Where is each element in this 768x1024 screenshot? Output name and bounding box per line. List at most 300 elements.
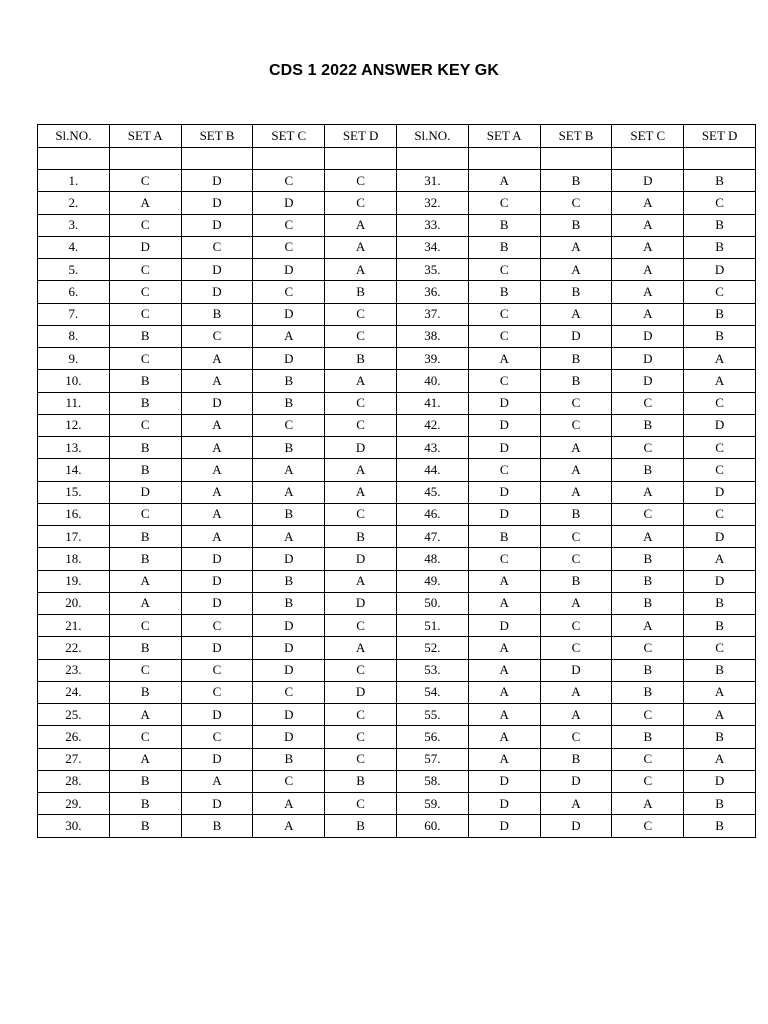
serial-number-cell: 4. — [38, 236, 110, 258]
answer-cell: C — [181, 325, 253, 347]
answer-cell: B — [684, 615, 756, 637]
answer-cell: C — [468, 325, 540, 347]
answer-cell: B — [612, 548, 684, 570]
answer-cell: C — [109, 170, 181, 192]
answer-cell: C — [253, 170, 325, 192]
answer-cell: B — [684, 659, 756, 681]
table-row — [38, 192, 756, 214]
answer-cell: C — [612, 770, 684, 792]
answer-cell: D — [181, 637, 253, 659]
blank-cell — [325, 148, 397, 170]
answer-cell: D — [181, 214, 253, 236]
answer-cell: C — [109, 259, 181, 281]
serial-number-cell: 24. — [38, 681, 110, 703]
answer-cell: C — [325, 392, 397, 414]
answer-cell: A — [253, 526, 325, 548]
table-row — [38, 281, 756, 303]
answer-cell: A — [540, 592, 612, 614]
serial-number-cell: 25. — [38, 704, 110, 726]
answer-cell: D — [253, 259, 325, 281]
answer-cell: B — [109, 437, 181, 459]
table-row — [38, 659, 756, 681]
answer-cell: D — [181, 748, 253, 770]
answer-cell: A — [181, 503, 253, 525]
answer-cell: A — [684, 681, 756, 703]
table-row — [38, 459, 756, 481]
answer-cell: B — [109, 770, 181, 792]
serial-number-cell: 6. — [38, 281, 110, 303]
answer-cell: C — [684, 281, 756, 303]
column-header: SET D — [325, 125, 397, 148]
answer-cell: B — [325, 526, 397, 548]
answer-cell: C — [253, 414, 325, 436]
answer-cell: C — [325, 325, 397, 347]
answer-cell: B — [109, 548, 181, 570]
answer-cell: B — [540, 214, 612, 236]
serial-number-cell: 56. — [396, 726, 468, 748]
answer-cell: C — [684, 459, 756, 481]
answer-cell: B — [468, 526, 540, 548]
answer-cell: C — [468, 192, 540, 214]
serial-number-cell: 53. — [396, 659, 468, 681]
answer-cell: C — [540, 615, 612, 637]
answer-cell: A — [181, 414, 253, 436]
answer-cell: C — [253, 281, 325, 303]
answer-cell: B — [109, 392, 181, 414]
answer-cell: D — [253, 726, 325, 748]
answer-cell: B — [612, 592, 684, 614]
table-row — [38, 236, 756, 258]
answer-cell: A — [612, 192, 684, 214]
answer-cell: A — [325, 570, 397, 592]
answer-cell: D — [253, 615, 325, 637]
answer-cell: B — [109, 815, 181, 837]
serial-number-cell: 43. — [396, 437, 468, 459]
answer-cell: C — [684, 192, 756, 214]
table-row — [38, 348, 756, 370]
answer-cell: A — [253, 793, 325, 815]
answer-cell: C — [612, 637, 684, 659]
answer-cell: D — [684, 414, 756, 436]
answer-cell: C — [109, 281, 181, 303]
answer-cell: C — [109, 615, 181, 637]
answer-cell: B — [540, 570, 612, 592]
answer-cell: A — [253, 815, 325, 837]
answer-cell: D — [468, 481, 540, 503]
serial-number-cell: 19. — [38, 570, 110, 592]
answer-cell: A — [468, 704, 540, 726]
serial-number-cell: 51. — [396, 615, 468, 637]
answer-cell: C — [468, 303, 540, 325]
answer-cell: D — [181, 548, 253, 570]
blank-cell — [396, 148, 468, 170]
table-row — [38, 392, 756, 414]
serial-number-cell: 27. — [38, 748, 110, 770]
answer-cell: A — [253, 481, 325, 503]
serial-number-cell: 18. — [38, 548, 110, 570]
serial-number-cell: 33. — [396, 214, 468, 236]
answer-cell: D — [325, 548, 397, 570]
answer-cell: B — [612, 681, 684, 703]
answer-cell: C — [540, 548, 612, 570]
serial-number-cell: 49. — [396, 570, 468, 592]
answer-cell: C — [109, 414, 181, 436]
answer-cell: A — [181, 526, 253, 548]
serial-number-cell: 2. — [38, 192, 110, 214]
serial-number-cell: 58. — [396, 770, 468, 792]
answer-cell: D — [468, 437, 540, 459]
serial-number-cell: 37. — [396, 303, 468, 325]
answer-cell: A — [253, 459, 325, 481]
answer-cell: A — [612, 214, 684, 236]
answer-cell: A — [540, 437, 612, 459]
answer-cell: D — [612, 170, 684, 192]
blank-cell — [38, 148, 110, 170]
answer-cell: D — [684, 481, 756, 503]
answer-cell: D — [253, 303, 325, 325]
serial-number-cell: 46. — [396, 503, 468, 525]
answer-cell: B — [684, 236, 756, 258]
answer-cell: D — [684, 770, 756, 792]
answer-cell: B — [612, 459, 684, 481]
answer-cell: B — [109, 325, 181, 347]
answer-cell: C — [612, 748, 684, 770]
answer-cell: D — [468, 615, 540, 637]
answer-cell: A — [468, 170, 540, 192]
answer-cell: D — [109, 481, 181, 503]
answer-cell: B — [253, 570, 325, 592]
serial-number-cell: 42. — [396, 414, 468, 436]
answer-cell: A — [181, 370, 253, 392]
answer-cell: B — [325, 348, 397, 370]
answer-cell: C — [612, 437, 684, 459]
serial-number-cell: 16. — [38, 503, 110, 525]
table-row — [38, 325, 756, 347]
answer-cell: A — [468, 748, 540, 770]
answer-cell: C — [181, 681, 253, 703]
answer-cell: B — [253, 370, 325, 392]
answer-cell: B — [253, 437, 325, 459]
answer-cell: A — [468, 348, 540, 370]
answer-cell: A — [468, 659, 540, 681]
table-row — [38, 681, 756, 703]
answer-cell: D — [325, 681, 397, 703]
serial-number-cell: 44. — [396, 459, 468, 481]
answer-cell: D — [612, 348, 684, 370]
answer-cell: A — [325, 214, 397, 236]
answer-cell: C — [253, 236, 325, 258]
answer-cell: A — [540, 236, 612, 258]
answer-cell: A — [109, 592, 181, 614]
column-header: SET D — [684, 125, 756, 148]
answer-cell: B — [181, 815, 253, 837]
answer-cell: C — [109, 726, 181, 748]
answer-cell: A — [181, 437, 253, 459]
answer-cell: B — [109, 526, 181, 548]
table-row — [38, 793, 756, 815]
serial-number-cell: 35. — [396, 259, 468, 281]
answer-cell: B — [468, 214, 540, 236]
answer-cell: C — [325, 192, 397, 214]
table-row — [38, 548, 756, 570]
answer-cell: A — [468, 592, 540, 614]
serial-number-cell: 7. — [38, 303, 110, 325]
answer-cell: C — [325, 615, 397, 637]
answer-cell: A — [325, 236, 397, 258]
column-header: SET A — [109, 125, 181, 148]
blank-cell — [468, 148, 540, 170]
answer-cell: A — [325, 459, 397, 481]
table-row — [38, 637, 756, 659]
answer-cell: A — [612, 615, 684, 637]
answer-cell: B — [612, 414, 684, 436]
answer-cell: D — [684, 570, 756, 592]
answer-cell: A — [540, 681, 612, 703]
answer-cell: A — [612, 793, 684, 815]
answer-cell: C — [253, 681, 325, 703]
serial-number-cell: 47. — [396, 526, 468, 548]
blank-cell — [540, 148, 612, 170]
answer-cell: D — [325, 592, 397, 614]
answer-cell: A — [468, 637, 540, 659]
serial-number-cell: 57. — [396, 748, 468, 770]
answer-cell: C — [109, 503, 181, 525]
answer-cell: C — [109, 303, 181, 325]
column-header: SET A — [468, 125, 540, 148]
answer-cell: C — [325, 170, 397, 192]
serial-number-cell: 30. — [38, 815, 110, 837]
answer-cell: A — [684, 748, 756, 770]
answer-cell: B — [540, 370, 612, 392]
answer-cell: D — [540, 325, 612, 347]
table-row — [38, 526, 756, 548]
blank-cell — [253, 148, 325, 170]
answer-cell: A — [253, 325, 325, 347]
answer-cell: B — [540, 281, 612, 303]
answer-cell: D — [540, 770, 612, 792]
answer-cell: B — [684, 170, 756, 192]
answer-cell: D — [181, 592, 253, 614]
answer-cell: A — [540, 459, 612, 481]
answer-cell: B — [468, 281, 540, 303]
answer-cell: D — [181, 793, 253, 815]
column-header: Sl.NO. — [396, 125, 468, 148]
table-body — [38, 148, 756, 838]
table-row — [38, 259, 756, 281]
answer-cell: C — [540, 192, 612, 214]
answer-cell: B — [684, 214, 756, 236]
answer-cell: A — [684, 704, 756, 726]
answer-cell: B — [109, 637, 181, 659]
answer-cell: A — [540, 704, 612, 726]
serial-number-cell: 29. — [38, 793, 110, 815]
answer-cell: A — [684, 370, 756, 392]
serial-number-cell: 23. — [38, 659, 110, 681]
answer-cell: D — [468, 503, 540, 525]
serial-number-cell: 40. — [396, 370, 468, 392]
answer-cell: B — [253, 392, 325, 414]
serial-number-cell: 5. — [38, 259, 110, 281]
serial-number-cell: 36. — [396, 281, 468, 303]
answer-cell: C — [325, 503, 397, 525]
answer-cell: C — [684, 637, 756, 659]
table-row — [38, 370, 756, 392]
serial-number-cell: 45. — [396, 481, 468, 503]
answer-cell: A — [109, 570, 181, 592]
table-row — [38, 214, 756, 236]
serial-number-cell: 14. — [38, 459, 110, 481]
answer-cell: B — [109, 793, 181, 815]
answer-cell: B — [325, 815, 397, 837]
serial-number-cell: 60. — [396, 815, 468, 837]
serial-number-cell: 3. — [38, 214, 110, 236]
answer-cell: B — [109, 370, 181, 392]
answer-cell: D — [181, 704, 253, 726]
serial-number-cell: 52. — [396, 637, 468, 659]
blank-cell — [684, 148, 756, 170]
serial-number-cell: 39. — [396, 348, 468, 370]
answer-cell: C — [612, 815, 684, 837]
answer-cell: D — [468, 815, 540, 837]
answer-cell: C — [325, 726, 397, 748]
serial-number-cell: 41. — [396, 392, 468, 414]
answer-cell: B — [684, 592, 756, 614]
blank-cell — [612, 148, 684, 170]
answer-cell: D — [325, 437, 397, 459]
answer-cell: C — [325, 793, 397, 815]
answer-cell: C — [684, 503, 756, 525]
answer-cell: C — [253, 770, 325, 792]
answer-cell: A — [325, 259, 397, 281]
answer-cell: B — [253, 748, 325, 770]
table-row — [38, 303, 756, 325]
serial-number-cell: 31. — [396, 170, 468, 192]
answer-cell: C — [109, 214, 181, 236]
answer-cell: B — [325, 281, 397, 303]
answer-cell: A — [612, 303, 684, 325]
answer-cell: A — [181, 459, 253, 481]
serial-number-cell: 38. — [396, 325, 468, 347]
answer-cell: B — [612, 659, 684, 681]
answer-cell: B — [684, 793, 756, 815]
answer-key-table — [37, 124, 756, 838]
answer-cell: D — [181, 259, 253, 281]
column-header: SET C — [253, 125, 325, 148]
table-row — [38, 615, 756, 637]
answer-cell: C — [684, 392, 756, 414]
answer-cell: B — [253, 592, 325, 614]
answer-cell: C — [325, 748, 397, 770]
answer-cell: D — [468, 793, 540, 815]
serial-number-cell: 8. — [38, 325, 110, 347]
answer-cell: D — [181, 170, 253, 192]
serial-number-cell: 17. — [38, 526, 110, 548]
answer-cell: A — [612, 281, 684, 303]
answer-cell: C — [181, 726, 253, 748]
answer-cell: D — [109, 236, 181, 258]
answer-cell: A — [612, 526, 684, 548]
answer-cell: C — [325, 704, 397, 726]
answer-cell: A — [612, 259, 684, 281]
table-row — [38, 815, 756, 837]
answer-cell: D — [468, 770, 540, 792]
answer-cell: B — [540, 503, 612, 525]
answer-cell: C — [109, 659, 181, 681]
serial-number-cell: 32. — [396, 192, 468, 214]
answer-cell: B — [684, 726, 756, 748]
column-header: SET B — [540, 125, 612, 148]
answer-cell: B — [612, 726, 684, 748]
answer-cell: A — [684, 548, 756, 570]
answer-cell: B — [612, 570, 684, 592]
answer-cell: C — [181, 236, 253, 258]
serial-number-cell: 13. — [38, 437, 110, 459]
answer-cell: B — [540, 348, 612, 370]
answer-cell: C — [540, 414, 612, 436]
serial-number-cell: 10. — [38, 370, 110, 392]
answer-cell: C — [468, 459, 540, 481]
answer-cell: C — [109, 348, 181, 370]
answer-cell: C — [325, 303, 397, 325]
serial-number-cell: 48. — [396, 548, 468, 570]
answer-cell: D — [684, 259, 756, 281]
answer-cell: D — [468, 414, 540, 436]
answer-cell: C — [468, 259, 540, 281]
answer-cell: C — [684, 437, 756, 459]
page-title: CDS 1 2022 ANSWER KEY GK — [268, 62, 500, 79]
serial-number-cell: 20. — [38, 592, 110, 614]
serial-number-cell: 22. — [38, 637, 110, 659]
serial-number-cell: 59. — [396, 793, 468, 815]
answer-cell: B — [540, 748, 612, 770]
serial-number-cell: 9. — [38, 348, 110, 370]
serial-number-cell: 26. — [38, 726, 110, 748]
answer-cell: D — [253, 704, 325, 726]
answer-cell: B — [325, 770, 397, 792]
answer-cell: A — [540, 303, 612, 325]
serial-number-cell: 28. — [38, 770, 110, 792]
answer-cell: A — [540, 481, 612, 503]
serial-number-cell: 34. — [396, 236, 468, 258]
answer-cell: A — [325, 481, 397, 503]
answer-cell: D — [253, 192, 325, 214]
answer-cell: D — [612, 325, 684, 347]
answer-cell: C — [181, 659, 253, 681]
blank-row — [38, 148, 756, 170]
answer-cell: B — [684, 303, 756, 325]
table-row — [38, 437, 756, 459]
answer-cell: D — [181, 570, 253, 592]
answer-cell: D — [181, 392, 253, 414]
answer-cell: B — [181, 303, 253, 325]
serial-number-cell: 50. — [396, 592, 468, 614]
table-header-row — [38, 125, 756, 148]
answer-cell: A — [181, 481, 253, 503]
answer-cell: D — [540, 815, 612, 837]
serial-number-cell: 21. — [38, 615, 110, 637]
answer-cell: C — [253, 214, 325, 236]
answer-cell: D — [684, 526, 756, 548]
table-row — [38, 748, 756, 770]
answer-cell: A — [540, 259, 612, 281]
answer-cell: A — [540, 793, 612, 815]
answer-cell: A — [109, 192, 181, 214]
answer-cell: B — [109, 681, 181, 703]
answer-cell: A — [181, 348, 253, 370]
answer-cell: B — [684, 815, 756, 837]
answer-cell: C — [468, 370, 540, 392]
answer-cell: C — [540, 392, 612, 414]
